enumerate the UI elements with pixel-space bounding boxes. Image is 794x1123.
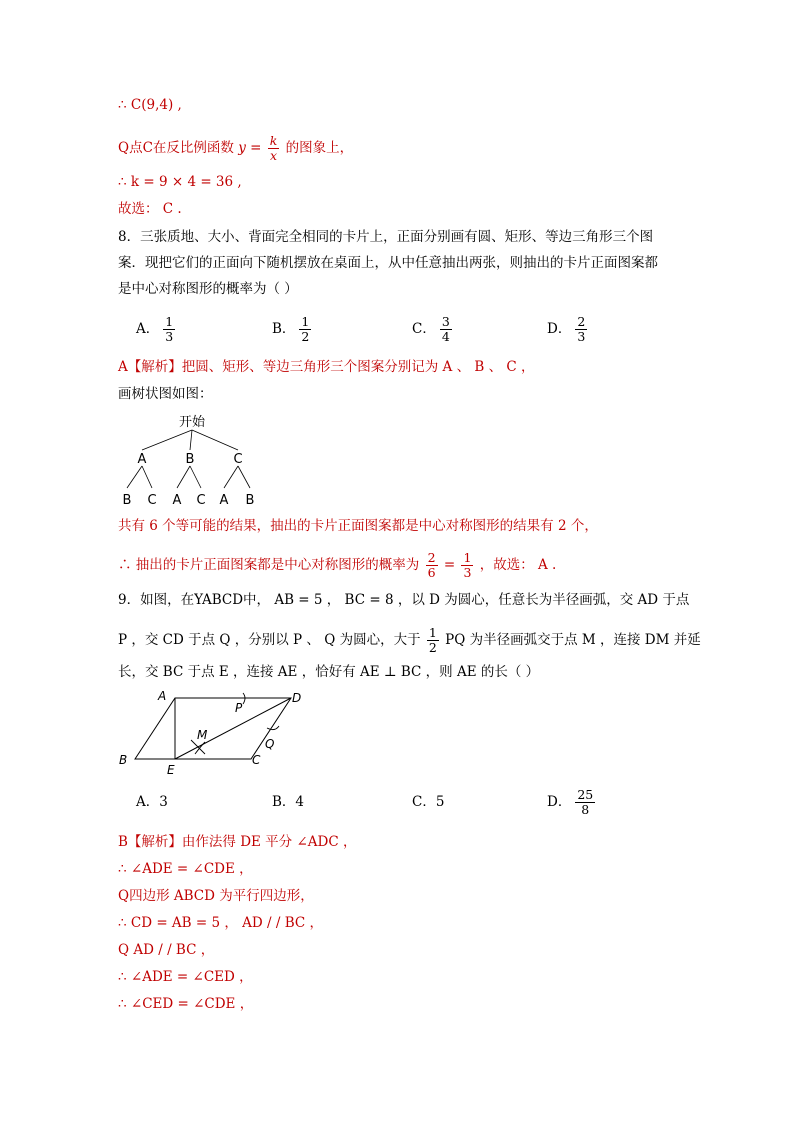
q9-option-d xyxy=(547,788,597,817)
fraction-denominator: 2 xyxy=(301,329,310,344)
tree-edge xyxy=(142,466,152,488)
text-segment: P ，交 CD 于点 Q ，分别以 P 、 Q 为圆心，大于 xyxy=(118,632,421,648)
probability-tree-diagram xyxy=(110,408,270,512)
question-8-line-2: 案．现把它们的正面向下随机摆放在桌面上，从中任意抽出两张，则抽出的卡片正面图案都 xyxy=(118,255,658,271)
fraction-two-sixths xyxy=(426,551,438,580)
option-fraction xyxy=(575,315,587,344)
tree-edge xyxy=(142,430,192,450)
tree-edge xyxy=(238,466,250,488)
option-letter: D． xyxy=(547,321,572,337)
tree-edge xyxy=(224,466,238,488)
fraction-denominator: 2 xyxy=(428,640,437,655)
equals-sign: = xyxy=(443,557,456,573)
q9-option-c: C．5 xyxy=(412,794,445,810)
tree-leaf: A xyxy=(172,493,182,508)
tree-leaf: C xyxy=(147,493,157,508)
text-segment: ，故选： A . xyxy=(479,557,557,573)
text-segment: Q点C在反比例函数 xyxy=(118,140,234,156)
fraction-denominator: x xyxy=(269,148,278,163)
label-e: E xyxy=(167,763,175,777)
option-fraction xyxy=(575,788,595,817)
fraction-denominator: 3 xyxy=(577,329,586,344)
text-segment: ∴ 抽出的卡片正面图案都是中心对称图形的概率为 xyxy=(118,557,420,573)
question-9-line-1: 9．如图，在YABCD中， AB = 5 ， BC = 8 ，以 D 为圆心，任意长为半径画弧，交 AD 于点 xyxy=(118,592,690,608)
question-9-line-2 xyxy=(118,626,701,655)
fraction-denominator: 3 xyxy=(165,329,174,344)
fraction-numerator: 2 xyxy=(427,550,436,565)
fraction-denominator: 8 xyxy=(581,802,590,817)
fraction-denominator: 6 xyxy=(427,565,436,580)
tree-edge xyxy=(190,430,192,450)
fraction-numerator: 1 xyxy=(463,550,472,565)
option-letter: A． xyxy=(136,321,160,337)
solution-line-inverse-function xyxy=(118,134,353,163)
answer-9-line-7: ∴ ∠CED = ∠CDE ， xyxy=(118,996,254,1012)
fraction-denominator: 3 xyxy=(463,565,472,580)
math-lhs: y = xyxy=(238,140,262,156)
option-letter: B． xyxy=(272,321,296,337)
question-9-line-3: 长，交 BC 于点 E ，连接 AE ，恰好有 AE ⊥ BC ，则 AE 的长（ ） xyxy=(118,664,540,680)
fraction-k-over-x xyxy=(268,134,280,163)
label-c: C xyxy=(252,753,261,767)
q8-option-a xyxy=(136,315,177,344)
fraction-numerator: 2 xyxy=(577,314,586,329)
q8-option-c xyxy=(412,315,454,344)
tree-node-c: C xyxy=(233,452,243,467)
answer-8-line-1: A【解析】把圆、矩形、等边三角形三个图案分别记为 A 、 B 、 C ， xyxy=(118,359,535,375)
tree-edge xyxy=(190,466,201,488)
answer-9-line-4: ∴ CD = AB = 5 ， AD / / BC ， xyxy=(118,915,323,931)
q8-option-b xyxy=(272,315,313,344)
answer-9-line-3: Q四边形 ABCD 为平行四边形， xyxy=(118,888,314,904)
solution-line-k-value: ∴ k = 9 × 4 = 36 , xyxy=(118,174,242,190)
solution-line-answer-c: 故选： C . xyxy=(118,201,182,217)
option-letter: C． xyxy=(412,321,436,337)
option-fraction xyxy=(163,315,175,344)
tree-edge xyxy=(177,466,190,488)
tree-edge xyxy=(127,466,142,488)
parallelogram-figure xyxy=(115,688,315,778)
text-segment: PQ 为半径画弧交于点 M ，连接 DM 并延 xyxy=(445,632,701,648)
tree-node-b: B xyxy=(185,452,195,467)
fraction-numerator: 1 xyxy=(165,314,174,329)
answer-9-line-5: Q AD / / BC ， xyxy=(118,942,215,958)
tree-root-label: 开始 xyxy=(178,415,206,430)
answer-8-line-3: 共有 6 个等可能的结果，抽出的卡片正面图案都是中心对称图形的结果有 2 个， xyxy=(118,518,598,534)
arc-q xyxy=(267,726,279,730)
q9-option-b: B．4 xyxy=(272,794,305,810)
solution-line-c-coords: ∴ C(9,4) , xyxy=(118,97,182,113)
answer-8-line-4 xyxy=(118,551,556,580)
option-fraction xyxy=(440,315,452,344)
tree-node-a: A xyxy=(137,452,147,467)
fraction-one-third xyxy=(461,551,473,580)
text-segment: 的图象上， xyxy=(285,140,354,156)
label-b: B xyxy=(119,753,128,767)
answer-8-line-2: 画树状图如图： xyxy=(118,386,213,402)
tree-leaf: B xyxy=(122,493,132,508)
label-q: Q xyxy=(265,737,275,751)
question-8-line-3: 是中心对称图形的概率为（ ） xyxy=(118,281,298,297)
fraction-numerator: 25 xyxy=(577,787,594,802)
q8-option-d xyxy=(547,315,589,344)
tree-leaf: A xyxy=(219,493,229,508)
answer-9-line-6: ∴ ∠ADE = ∠CED ， xyxy=(118,969,253,985)
fraction-numerator: 1 xyxy=(301,314,310,329)
label-p: P xyxy=(235,701,243,715)
arc-m-1 xyxy=(191,740,205,754)
answer-9-line-1: B【解析】由作法得 DE 平分 ∠ADC ， xyxy=(118,834,357,850)
fraction-numerator: k xyxy=(269,133,278,148)
option-letter: D． xyxy=(547,794,572,810)
answer-9-line-2: ∴ ∠ADE = ∠CDE ， xyxy=(118,861,253,877)
fraction-one-half xyxy=(427,626,439,655)
tree-leaf: B xyxy=(245,493,255,508)
tree-edge xyxy=(192,430,238,450)
q9-option-a: A．3 xyxy=(136,794,168,810)
fraction-denominator: 4 xyxy=(441,329,450,344)
option-fraction xyxy=(299,315,311,344)
label-m: M xyxy=(197,728,208,742)
tree-leaf: C xyxy=(196,493,206,508)
label-d: D xyxy=(292,691,302,705)
label-a: A xyxy=(158,689,167,703)
fraction-numerator: 1 xyxy=(428,625,437,640)
fraction-numerator: 3 xyxy=(441,314,450,329)
question-8-line-1: 8．三张质地、大小、背面完全相同的卡片上，正面分别画有圆、矩形、等边三角形三个图 xyxy=(118,229,654,245)
